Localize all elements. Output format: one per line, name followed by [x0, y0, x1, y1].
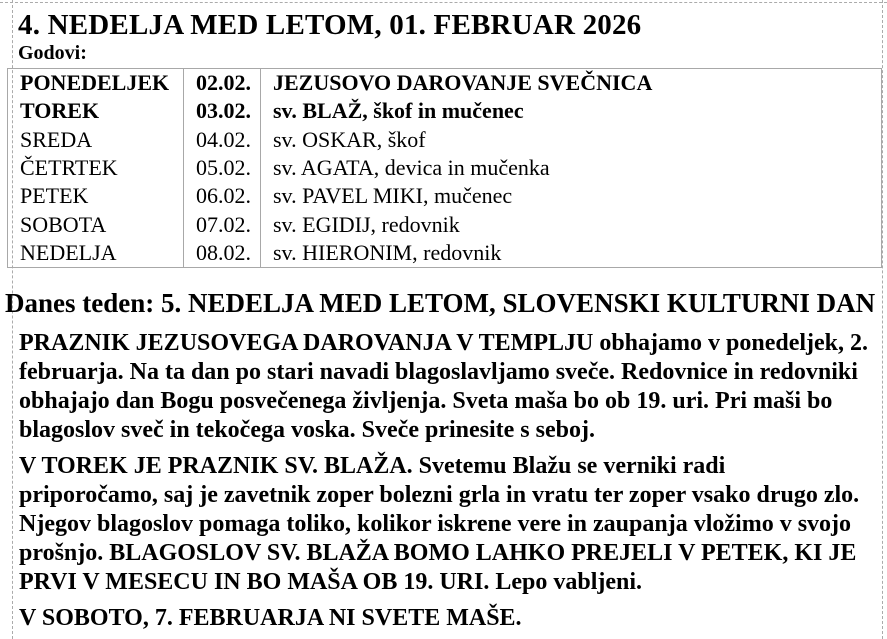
date-cell: 08.02.	[184, 239, 261, 267]
feast-cell: sv. HIERONIM, redovnik	[261, 239, 882, 267]
date-cell: 06.02.	[184, 182, 261, 210]
announcement-paragraph-st-blaise: V TOREK JE PRAZNIK SV. BLAŽA. Svetemu Blažu se verniki radi priporočamo, saj je zavetnik zoper bolezni grla in vratu ter zoper vsako drugo zlo. Njegov blagoslov pomaga toliko, kolikor iskrene vere in zaupanja vložimo v svojo prošnjo. BLAGOSLOV SV. BLAŽA BOMO LAHKO PREJELI V PETEK, KI JE PRVI V MESECU IN BO MAŠA OB 19. URI. Lepo vabljeni.	[19, 453, 860, 595]
day-cell: SREDA	[8, 125, 184, 153]
feast-cell: sv. PAVEL MIKI, mučenec	[261, 182, 882, 210]
feast-cell: JEZUSOVO DAROVANJE SVEČNICA	[261, 69, 882, 97]
feast-table	[7, 68, 882, 268]
date-cell: 04.02.	[184, 125, 261, 153]
date-cell: 02.02.	[184, 69, 261, 97]
day-cell: ČETRTEK	[8, 154, 184, 182]
feast-cell: sv. OSKAR, škof	[261, 125, 882, 153]
announcement-paragraph-saturday-no-mass: V SOBOTO, 7. FEBRUARJA NI SVETE MAŠE.	[19, 605, 522, 631]
table-row	[8, 211, 882, 239]
table-row	[8, 182, 882, 210]
table-row	[8, 125, 882, 153]
date-cell: 03.02.	[184, 97, 261, 125]
day-cell: PONEDELJEK	[8, 69, 184, 97]
gridline-top	[0, 2, 887, 3]
gridline-right	[882, 0, 883, 639]
announcements-section	[19, 329, 870, 639]
week-heading: Danes teden: 5. NEDELJA MED LETOM, SLOVENSKI KULTURNI DAN	[5, 288, 876, 318]
feast-cell: sv. BLAŽ, škof in mučenec	[261, 97, 882, 125]
feast-cell: sv. EGIDIJ, redovnik	[261, 211, 882, 239]
page-title: 4. NEDELJA MED LETOM, 01. FEBRUAR 2026	[18, 9, 642, 41]
table-row	[8, 97, 882, 125]
day-cell: NEDELJA	[8, 239, 184, 267]
table-row	[8, 69, 882, 97]
feast-days-label: Godovi:	[18, 42, 87, 64]
day-cell: TOREK	[8, 97, 184, 125]
date-cell: 07.02.	[184, 211, 261, 239]
announcement-paragraph-candlemas: PRAZNIK JEZUSOVEGA DAROVANJA V TEMPLJU obhajamo v ponedeljek, 2. februarja. Na ta dan po stari navadi blagoslavljamo sveče. Redovnice in redovniki obhajajo dan Bogu posvečenega življenja. Sveta maša bo ob 19. uri. Pri maši bo blagoslov sveč in tekočega voska. Sveče prinesite s seboj.	[19, 330, 869, 443]
date-cell: 05.02.	[184, 154, 261, 182]
day-cell: PETEK	[8, 182, 184, 210]
feast-cell: sv. AGATA, devica in mučenka	[261, 154, 882, 182]
table-row	[8, 154, 882, 182]
table-row	[8, 239, 882, 267]
day-cell: SOBOTA	[8, 211, 184, 239]
